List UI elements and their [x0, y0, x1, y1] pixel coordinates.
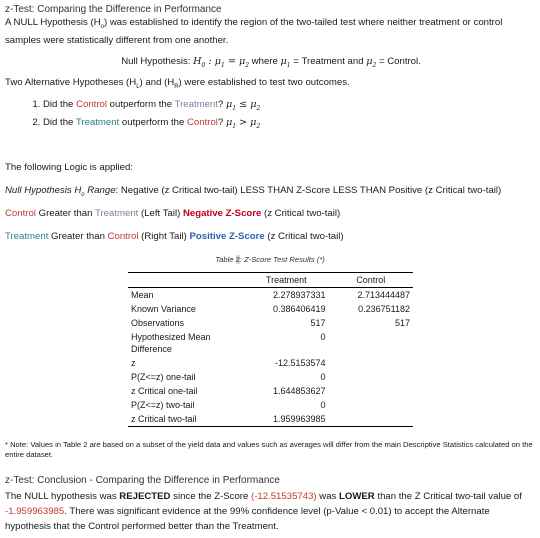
- list-item: 1. Did the Control outperform the Treatment? $\mu_1 \le \mu_2$: [43, 98, 537, 116]
- right-tail-rule: Treatment Greater than Control (Right Tail) Positive Z-Score (z Critical two-tail): [5, 231, 344, 242]
- alternative-hypotheses-list: [5, 98, 537, 134]
- list-item: 2. Did the Treatment outperform the Control? $\mu_1 > \mu_2$: [43, 116, 537, 134]
- table-row: z Critical two-tail 1.959963985: [128, 412, 413, 427]
- table-row: Mean 2.278937331 2.713444487: [131, 290, 410, 300]
- null-hypothesis-intro: A NULL Hypothesis $(H_o)$ was established to identify the region of the two-tailed test where neither treatment or control samples were statistically different from one another.: [5, 17, 503, 46]
- conclusion-text: The NULL hypothesis was REJECTED since the Z-Score (-12.51535743) was LOWER than the Z Critical two-tail value of -1.959963985. There was significant evidence at the 99% confidence level (p-Value < 0.01) to accept the Alternate hypothesis that the Control performed better than the Treatment.: [5, 491, 522, 532]
- table-row: Known Variance 0.386406419 0.236751182: [131, 304, 410, 314]
- alternative-hypotheses-intro: Two Alternative Hypotheses $(H_L)$ and $(H_R)$ were established to test two outcomes.: [5, 77, 350, 90]
- z-score-results-table: [128, 272, 413, 427]
- column-header-control: Control: [329, 273, 414, 288]
- left-tail-rule: Control Greater than Treatment (Left Tail) Negative Z-Score (z Critical two-tail): [5, 208, 341, 219]
- table-row: z -12.5153574: [131, 358, 326, 368]
- null-hypothesis-formula: Null Hypothesis: $H_0$ : $\mu_1 = \mu_2$ where $\mu_1$ = Treatment and $\mu_2$ = Control.: [121, 56, 421, 69]
- table-row: z Critical one-tail 1.644853627: [131, 386, 326, 396]
- table-caption: Table 2: Z-Score Test Results (*): [215, 255, 325, 264]
- table-header-row: [128, 273, 413, 288]
- section-title: z-Test: Comparing the Difference in Performance: [5, 4, 222, 15]
- column-header-treatment: Treatment: [244, 273, 329, 288]
- null-range: Null Hypothesis $H_o$ Range: Negative (z Critical two-tail) LESS THAN Z-Score LESS THAN Positive (z Critical two-tail): [5, 185, 502, 198]
- table-row: P(Z<=z) one-tail 0: [131, 372, 326, 382]
- table-row: Observations 517 517: [131, 318, 410, 328]
- table-row: P(Z<=z) two-tail 0: [131, 400, 326, 410]
- table-row: Hypothesized Mean Difference 0: [131, 332, 326, 354]
- logic-intro: The following Logic is applied:: [5, 162, 133, 173]
- table-footnote: * Note: Values in Table 2 are based on a subset of the yield data and values such as averages will differ from the main Descriptive Statistics calculated on the entire dataset.: [5, 440, 533, 459]
- conclusion-title: z-Test: Conclusion - Comparing the Difference in Performance: [5, 475, 280, 486]
